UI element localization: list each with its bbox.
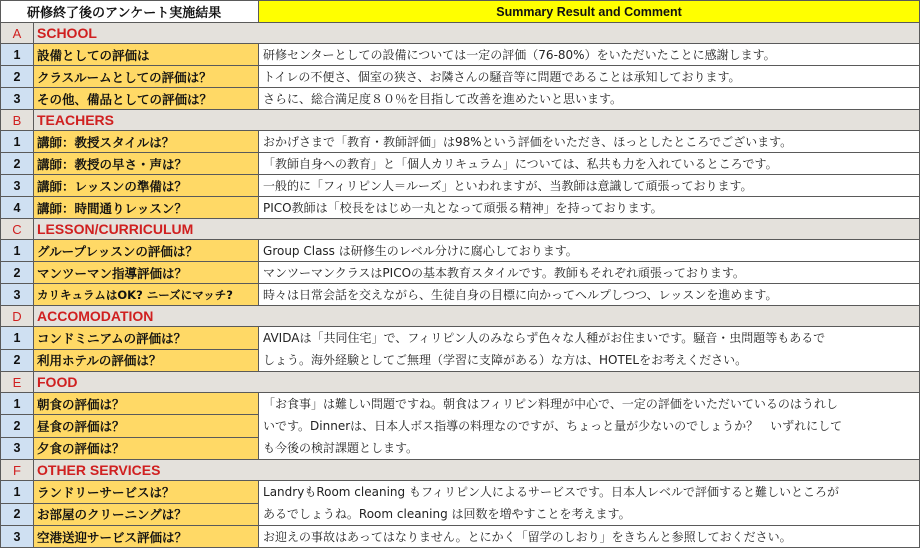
section-row-school bbox=[1, 23, 920, 44]
row-number: 1 bbox=[1, 393, 34, 415]
section-row-food bbox=[1, 372, 920, 393]
table-row bbox=[1, 262, 920, 284]
section-name: ACCOMODATION bbox=[34, 306, 920, 327]
table-row bbox=[1, 393, 920, 415]
row-number: 2 bbox=[1, 66, 34, 88]
merged-comment-cell bbox=[259, 393, 920, 460]
row-number: 1 bbox=[1, 481, 34, 504]
comment-cell: おかげさまで「教育・教師評価」は98%という評価をいただき、ほっとしたところでございます。 bbox=[259, 131, 920, 153]
row-number: 3 bbox=[1, 88, 34, 110]
question-cell: カリキュラムはOK? ニーズにマッチ? bbox=[34, 284, 259, 306]
comment-cell: 一般的に「フィリピン人＝ルーズ」といわれますが、当教師は意識して頑張っております。 bbox=[259, 175, 920, 197]
row-number: 1 bbox=[1, 240, 34, 262]
row-number: 2 bbox=[1, 503, 34, 526]
section-letter: E bbox=[1, 372, 34, 393]
merged-comment-cell bbox=[259, 481, 920, 526]
comment-line: AVIDAは「共同住宅」で、フィリピン人のみならず色々な人種がお住まいです。騒音・虫問題等もあるで bbox=[263, 331, 826, 345]
question-cell: 昼食の評価は？ bbox=[34, 415, 259, 437]
question-cell: その他、備品としての評価は？ bbox=[34, 88, 259, 110]
table-row bbox=[1, 197, 920, 219]
comment-line: あるでしょうね。Room cleaning は回数を増やすことを考えます。 bbox=[263, 507, 631, 521]
row-number: 2 bbox=[1, 153, 34, 175]
comment-cell: さらに、総合満足度８０％を目指して改善を進めたいと思います。 bbox=[259, 88, 920, 110]
comment-cell: 時々は日常会話を交えながら、生徒自身の目標に向かってヘルプしつつ、レッスンを進めます。 bbox=[259, 284, 920, 306]
row-number: 2 bbox=[1, 349, 34, 372]
comment-line: LandryもRoom cleaning もフィリピン人によるサービスです。日本人レベルで評価すると難しいところが bbox=[263, 485, 840, 499]
comment-cell: Group Class は研修生のレベル分けに腐心しております。 bbox=[259, 240, 920, 262]
section-name: FOOD bbox=[34, 372, 920, 393]
comment-line: しょう。海外経験としてご無理（学習に支障がある）な方は、HOTELをお考えください。 bbox=[263, 353, 748, 367]
row-number: 3 bbox=[1, 175, 34, 197]
question-cell: 設備としての評価は bbox=[34, 44, 259, 66]
row-number: 1 bbox=[1, 131, 34, 153]
section-letter: D bbox=[1, 306, 34, 327]
row-number: 2 bbox=[1, 262, 34, 284]
question-cell: 空港送迎サービス評価は？ bbox=[34, 526, 259, 548]
question-cell: お部屋のクリーニングは？ bbox=[34, 503, 259, 526]
question-cell: マンツーマン指導評価は？ bbox=[34, 262, 259, 284]
row-number: 4 bbox=[1, 197, 34, 219]
table-row bbox=[1, 44, 920, 66]
header-row bbox=[1, 1, 920, 23]
table-row bbox=[1, 175, 920, 197]
question-cell: 講師：時間通りレッスン？ bbox=[34, 197, 259, 219]
section-row-other-services bbox=[1, 460, 920, 481]
header-title: 研修終了後のアンケート実施結果 bbox=[1, 1, 259, 23]
section-row-accommodation bbox=[1, 306, 920, 327]
comment-line: いです。Dinnerは、日本人ボス指導の料理なのですが、ちょっと量が少ないのでしょうか？ いずれにして bbox=[263, 419, 843, 433]
comment-cell: お迎えの事故はあってはなりません。とにかく「留学のしおり」をきちんと参照しておください。 bbox=[259, 526, 920, 548]
row-number: 3 bbox=[1, 284, 34, 306]
section-name: TEACHERS bbox=[34, 110, 920, 131]
table-row bbox=[1, 526, 920, 548]
table-row bbox=[1, 131, 920, 153]
section-letter: A bbox=[1, 23, 34, 44]
question-cell: 講師：教授の早さ・声は？ bbox=[34, 153, 259, 175]
comment-cell: 「教師自身への教育」と「個人カリキュラム」については、私共も力を入れているところです。 bbox=[259, 153, 920, 175]
table-row bbox=[1, 327, 920, 350]
question-cell: 講師：レッスンの準備は？ bbox=[34, 175, 259, 197]
section-name: LESSON/CURRICULUM bbox=[34, 219, 920, 240]
merged-comment-cell bbox=[259, 327, 920, 372]
row-number: 2 bbox=[1, 415, 34, 437]
comment-line: も今後の検討課題とします。 bbox=[263, 441, 419, 455]
question-cell: コンドミニアムの評価は？ bbox=[34, 327, 259, 350]
section-letter: B bbox=[1, 110, 34, 131]
section-row-lesson bbox=[1, 219, 920, 240]
table-row bbox=[1, 481, 920, 504]
comment-line: 「お食事」は難しい問題ですね。朝食はフィリピン料理が中心で、一定の評価をいただいているのはうれし bbox=[263, 397, 838, 411]
question-cell: クラスルームとしての評価は？ bbox=[34, 66, 259, 88]
row-number: 1 bbox=[1, 44, 34, 66]
row-number: 3 bbox=[1, 526, 34, 548]
section-name: SCHOOL bbox=[34, 23, 920, 44]
question-cell: 朝食の評価は？ bbox=[34, 393, 259, 415]
comment-cell: マンツーマンクラスはPICOの基本教育スタイルです。教師もそれぞれ頑張っております。 bbox=[259, 262, 920, 284]
table-row bbox=[1, 88, 920, 110]
section-letter: C bbox=[1, 219, 34, 240]
table-row bbox=[1, 284, 920, 306]
header-summary-title: Summary Result and Comment bbox=[259, 1, 920, 23]
comment-cell: PICO教師は「校長をはじめ一丸となって頑張る精神」を持っております。 bbox=[259, 197, 920, 219]
section-letter: F bbox=[1, 460, 34, 481]
comment-cell: トイレの不便さ、個室の狭さ、お隣さんの騒音等に問題であることは承知しております。 bbox=[259, 66, 920, 88]
section-name: OTHER SERVICES bbox=[34, 460, 920, 481]
question-cell: 夕食の評価は？ bbox=[34, 437, 259, 459]
row-number: 1 bbox=[1, 327, 34, 350]
question-cell: 講師：教授スタイルは？ bbox=[34, 131, 259, 153]
question-cell: グループレッスンの評価は？ bbox=[34, 240, 259, 262]
question-cell: ランドリーサービスは？ bbox=[34, 481, 259, 504]
comment-cell: 研修センターとしての設備については一定の評価（76-80%）をいただいたことに感謝します。 bbox=[259, 44, 920, 66]
table-row bbox=[1, 240, 920, 262]
row-number: 3 bbox=[1, 437, 34, 459]
table-row bbox=[1, 153, 920, 175]
section-row-teachers bbox=[1, 110, 920, 131]
question-cell: 利用ホテルの評価は？ bbox=[34, 349, 259, 372]
table-row bbox=[1, 66, 920, 88]
